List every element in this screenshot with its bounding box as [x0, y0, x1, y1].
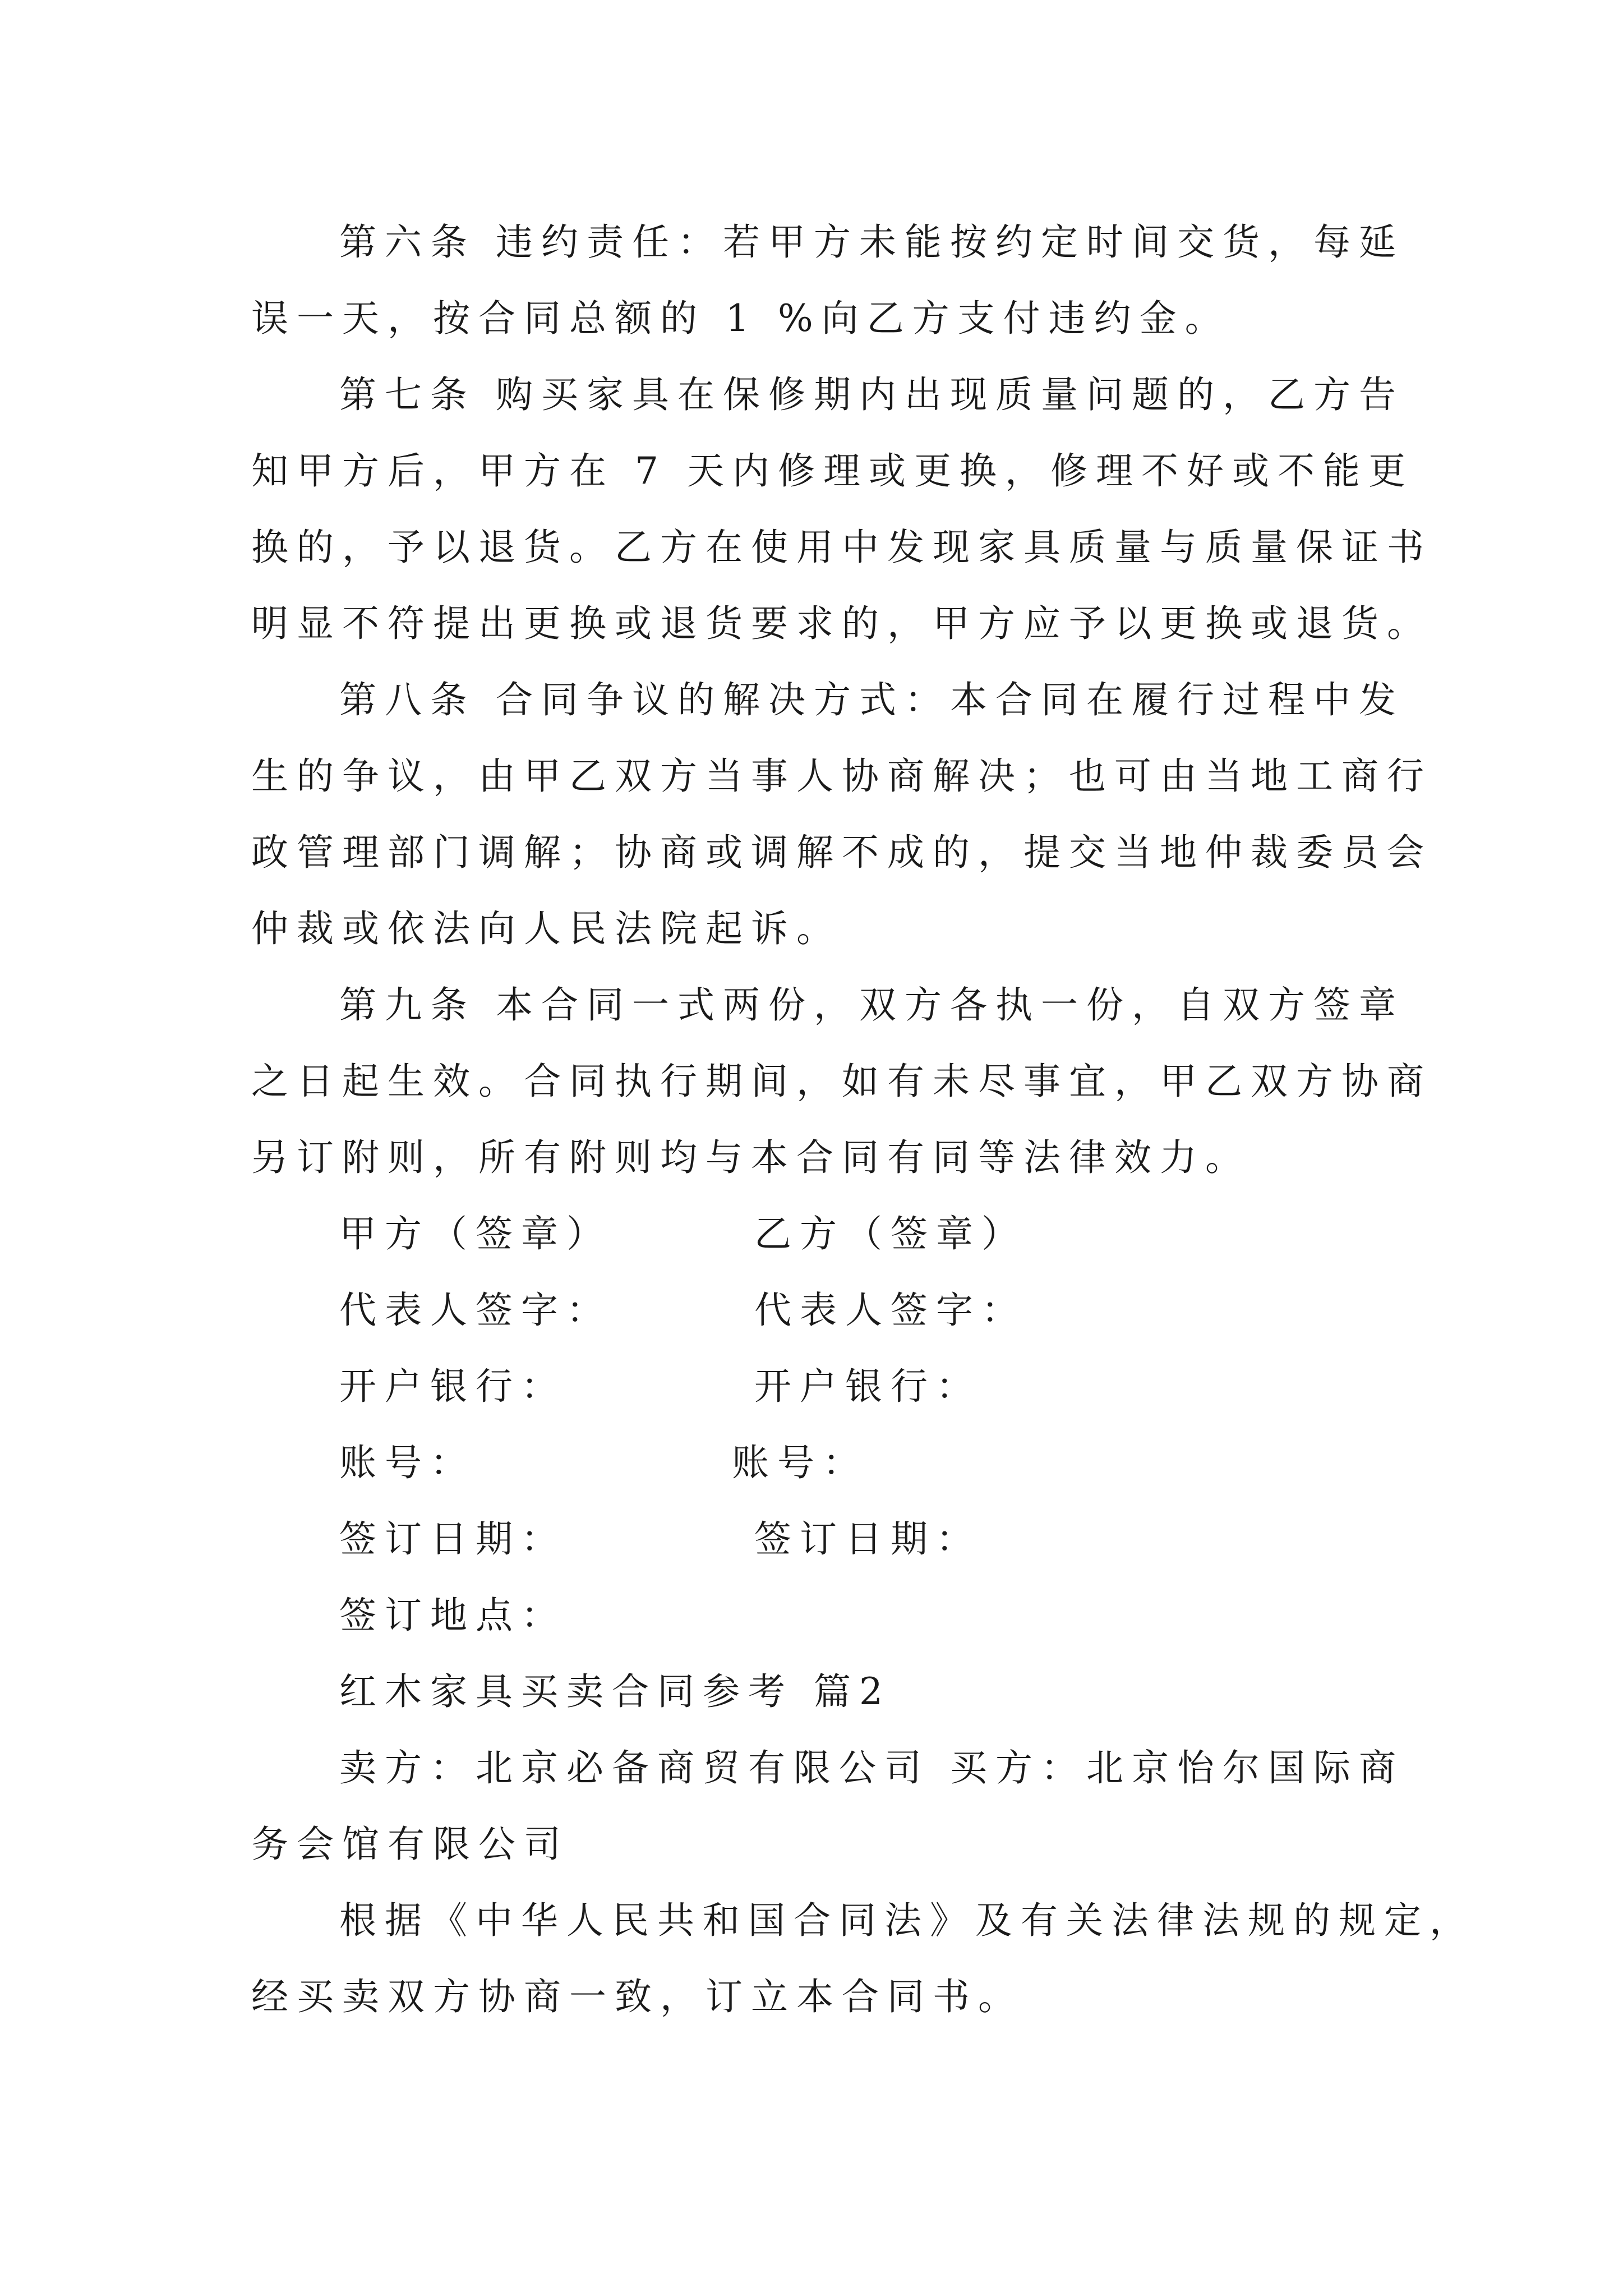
- section-2-title: 红木家具买卖合同参考 篇2: [339, 1670, 891, 1713]
- article-8-line-4: 仲裁或依法向人民法院起诉。: [251, 907, 842, 950]
- parties-line-1: 卖方：北京必备商贸有限公司 买方：北京怡尔国际商: [339, 1746, 1404, 1789]
- party-b-sign-date: 签订日期：: [754, 1517, 981, 1561]
- party-b-bank: 开户银行：: [754, 1365, 981, 1408]
- party-b-seal: 乙方（签章）: [754, 1212, 1027, 1255]
- article-9-line-2: 之日起生效。合同执行期间，如有未尽事宜，甲乙双方协商: [251, 1060, 1432, 1103]
- party-b-representative: 代表人签字：: [754, 1289, 1027, 1332]
- article-9-line-1: 第九条 本合同一式两份，双方各执一份，自双方签章: [339, 983, 1404, 1027]
- article-7-line-3: 换的，予以退货。乙方在使用中发现家具质量与质量保证书: [251, 526, 1432, 569]
- party-a-bank: 开户银行：: [339, 1365, 566, 1408]
- article-7-line-1: 第七条 购买家具在保修期内出现质量问题的，乙方告: [339, 373, 1404, 416]
- basis-line-2: 经买卖双方协商一致，订立本合同书。: [251, 1975, 1023, 2018]
- article-7-line-2: 知甲方后，甲方在 7 天内修理或更换，修理不好或不能更: [251, 449, 1414, 493]
- party-a-seal: 甲方（签章）: [339, 1212, 612, 1255]
- basis-line-1: 根据《中华人民共和国合同法》及有关法律法规的规定，: [339, 1899, 1475, 1942]
- article-8-line-2: 生的争议，由甲乙双方当事人协商解决；也可由当地工商行: [251, 754, 1432, 798]
- article-6-line-1: 第六条 违约责任：若甲方未能按约定时间交货，每延: [339, 220, 1404, 264]
- parties-line-2: 务会馆有限公司: [251, 1823, 569, 1866]
- article-7-line-4: 明显不符提出更换或退货要求的，甲方应予以更换或退货。: [251, 602, 1432, 645]
- article-6-line-2: 误一天，按合同总额的 1 %向乙方支付违约金。: [251, 297, 1230, 340]
- party-b-account: 账号：: [732, 1441, 868, 1484]
- article-8-line-3: 政管理部门调解；协商或调解不成的，提交当地仲裁委员会: [251, 831, 1432, 874]
- sign-place: 签订地点：: [339, 1594, 566, 1637]
- article-8-line-1: 第八条 合同争议的解决方式：本合同在履行过程中发: [339, 678, 1404, 721]
- party-a-representative: 代表人签字：: [339, 1289, 612, 1332]
- party-a-account: 账号：: [339, 1441, 476, 1484]
- article-9-line-3: 另订附则，所有附则均与本合同有同等法律效力。: [251, 1136, 1251, 1179]
- party-a-sign-date: 签订日期：: [339, 1517, 566, 1561]
